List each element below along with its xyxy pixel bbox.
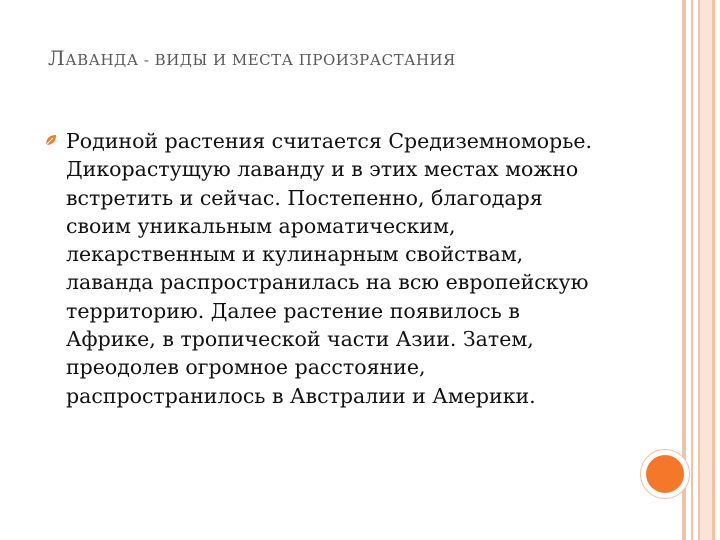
frame-line bbox=[698, 0, 700, 540]
body-line: лекарственным и кулинарным свойствам, bbox=[66, 242, 524, 267]
body-line: Дикорастущую лаванду и в этих местах можно bbox=[66, 157, 579, 182]
body-line: территорию. Далее растение появилось в bbox=[66, 298, 520, 323]
title-first-letter: Л bbox=[48, 46, 66, 70]
orange-circle-icon bbox=[646, 455, 684, 493]
body-line: Африке, в тропической части Азии. Затем, bbox=[66, 327, 534, 352]
body-line: своим уникальным ароматическим, bbox=[66, 213, 456, 238]
slide-title bbox=[48, 46, 668, 70]
title-rest: АВАНДА - ВИДЫ И МЕСТА ПРОИЗРАСТАНИЯ bbox=[65, 51, 456, 69]
frame-line bbox=[691, 0, 693, 540]
bullet-paragraph bbox=[66, 127, 646, 410]
body-line: встретить и сейчас. Постепенно, благодаря bbox=[66, 185, 543, 210]
body-line: Родиной растения считается Средиземноморье. bbox=[66, 129, 593, 153]
frame-fill bbox=[700, 0, 712, 540]
body-line: лаванда распространилась на всю европейскую bbox=[66, 270, 589, 295]
body-line: распространилось в Австралии и Америки. bbox=[66, 383, 536, 408]
frame-line bbox=[712, 0, 715, 540]
body-line: преодолев огромное расстояние, bbox=[66, 355, 426, 380]
leaf-bullet-icon bbox=[44, 133, 58, 147]
